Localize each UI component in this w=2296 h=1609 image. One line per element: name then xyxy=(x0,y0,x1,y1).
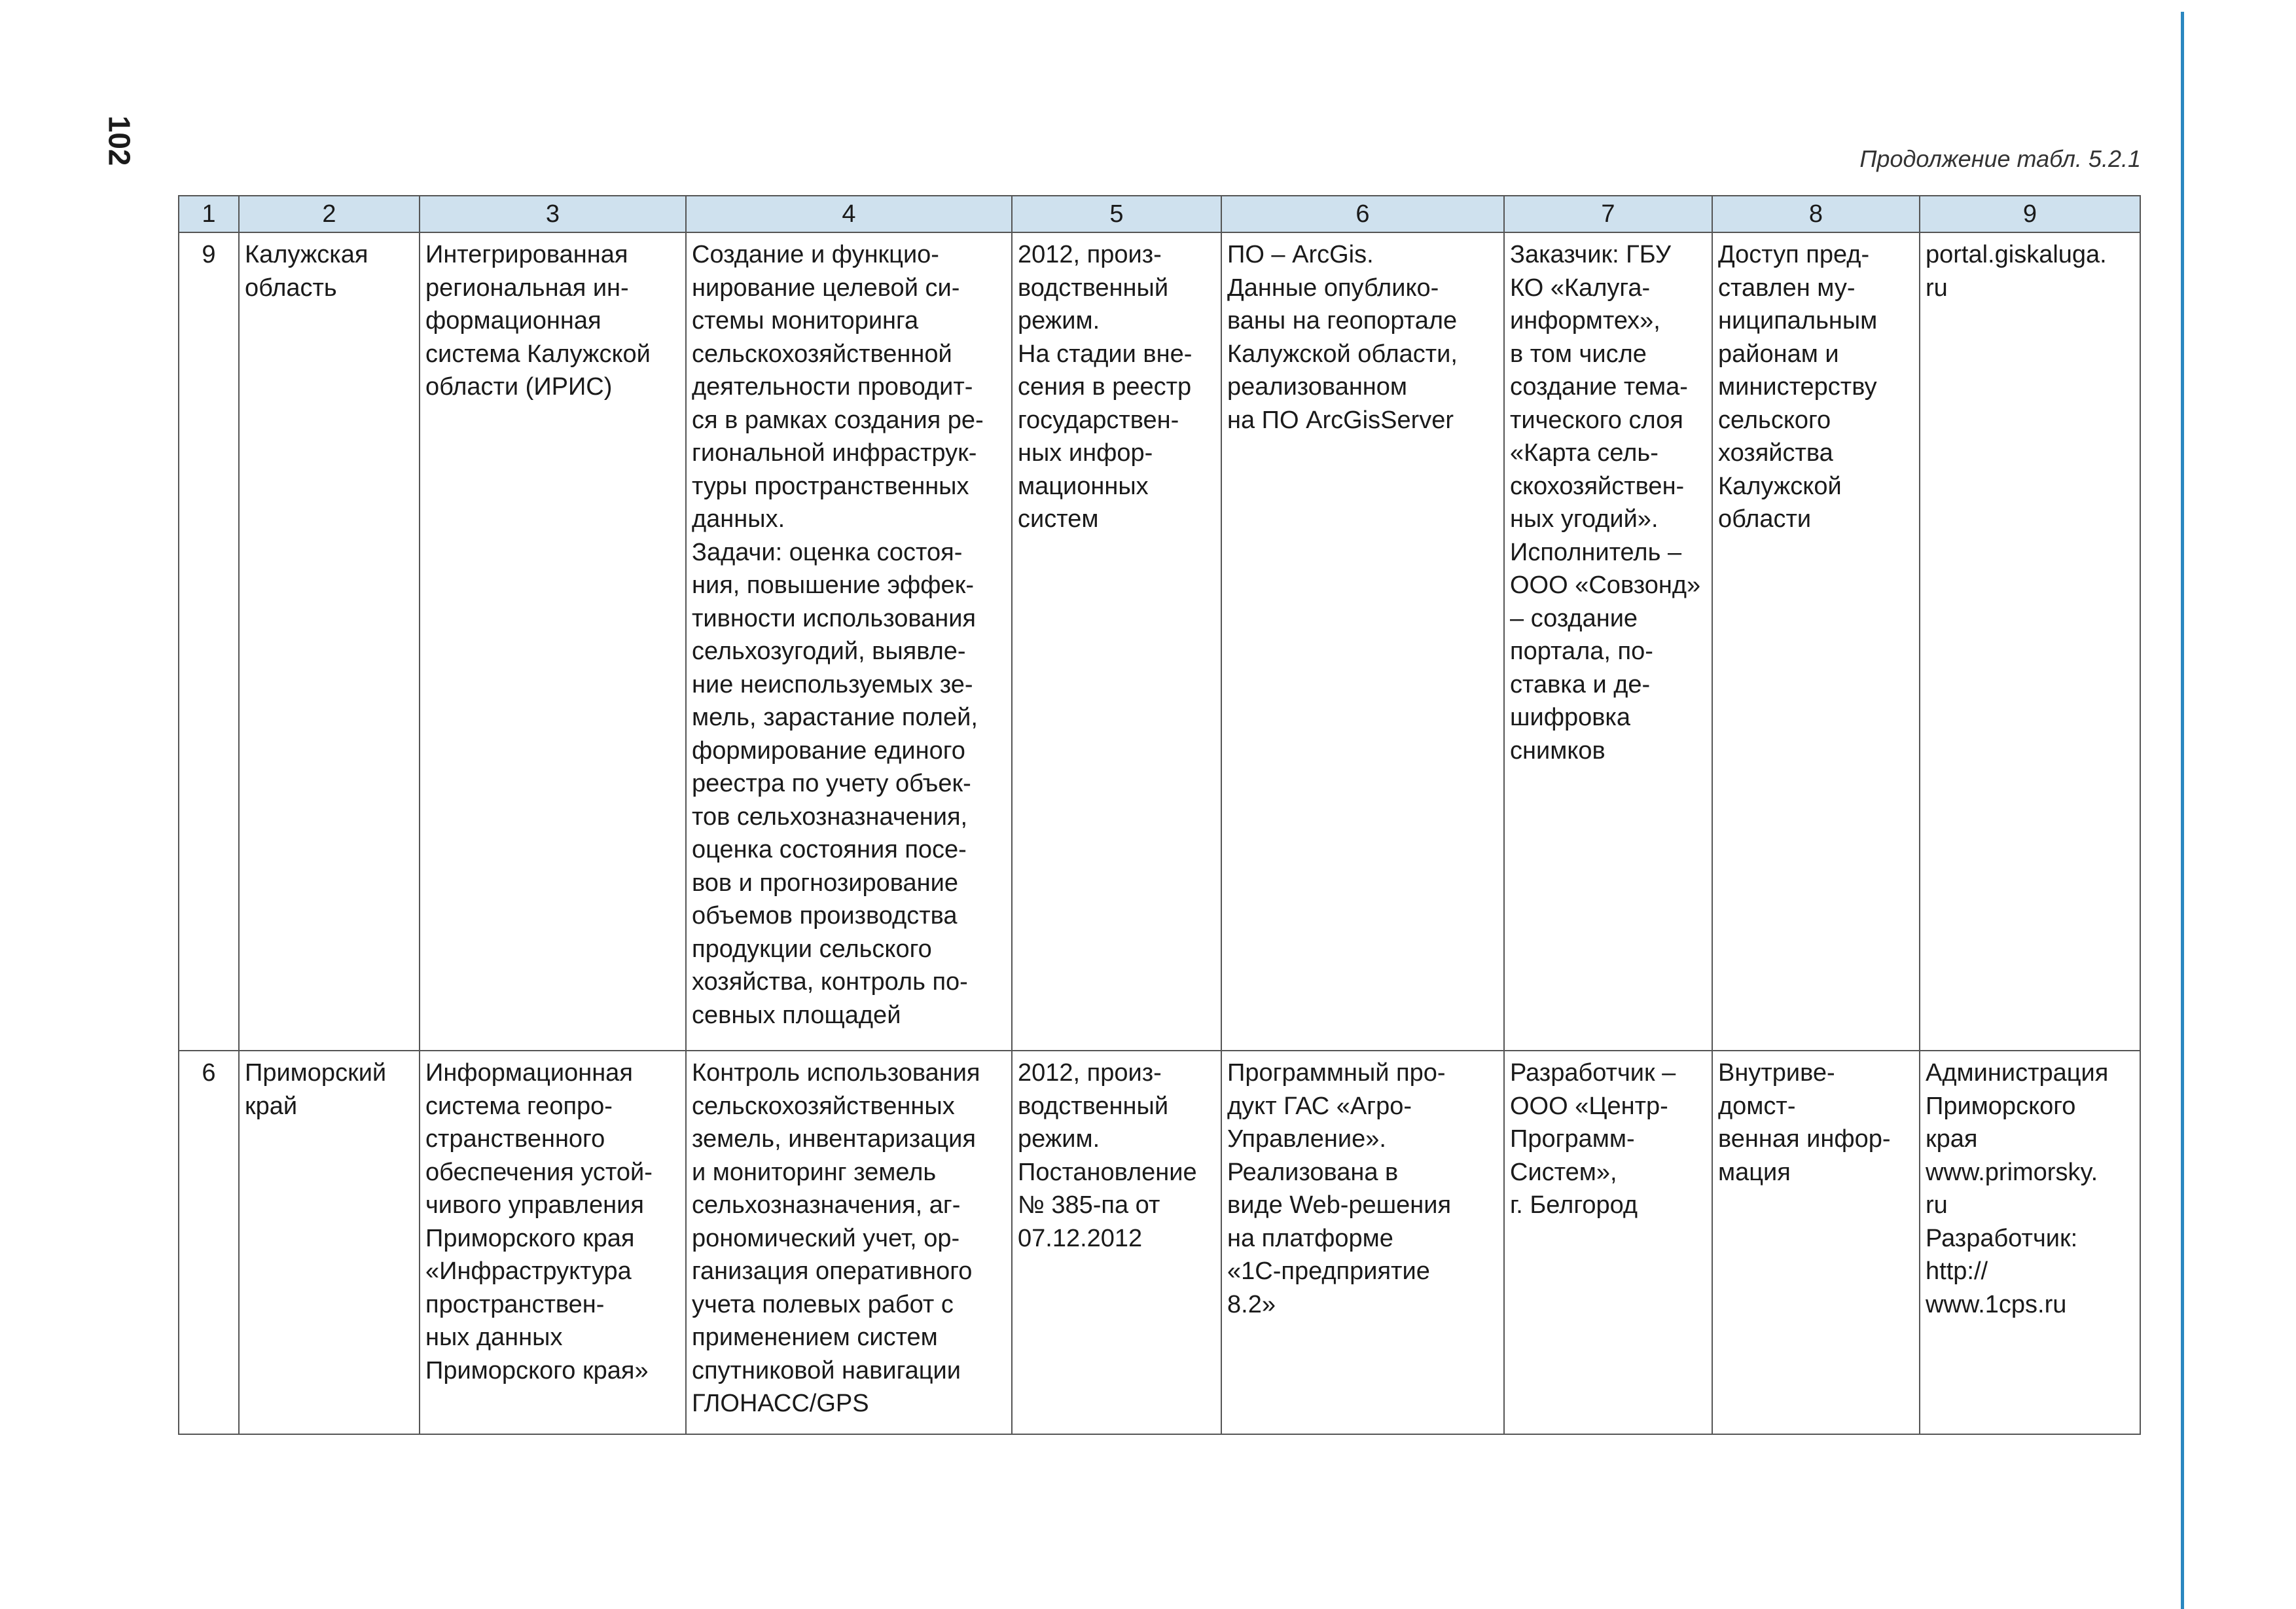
table-header-row xyxy=(179,196,2140,232)
software-cell: ПО – ArcGis. Данные опублико- ваны на геопортале Калужской области, реализованном на ПО ArcGisServer xyxy=(1221,232,1504,1051)
table-row xyxy=(179,1051,2140,1434)
software-cell: Программный про- дукт ГАС «Агро- Управление». Реализована в виде Web-решения на платформе «1С-предприятие 8.2» xyxy=(1221,1051,1504,1434)
table-continuation-label: Продолжение табл. 5.2.1 xyxy=(1859,145,2141,172)
header-cell-1: 1 xyxy=(179,196,239,232)
data-table xyxy=(178,195,2141,1435)
header-cell-7: 7 xyxy=(1504,196,1712,232)
page-edge-line xyxy=(2181,12,2184,1609)
status-cell: 2012, произ- водственный режим. Постановление № 385-па от 07.12.2012 xyxy=(1012,1051,1221,1434)
description-cell: Контроль использования сельскохозяйственных земель, инвентаризация и мониторинг земель сельхозназначения, аг- рономический учет, ор- ганизация оперативного учета полевых работ с применением систем спутниковой навигации ГЛОНАСС/GPS xyxy=(686,1051,1012,1434)
header-cell-4: 4 xyxy=(686,196,1012,232)
link-cell: Администрация Приморского края www.primorsky. ru Разработчик: http:// www.1cps.ru xyxy=(1920,1051,2140,1434)
row-number: 9 xyxy=(179,232,239,1051)
description-cell: Создание и функцио- нирование целевой си- стемы мониторинга сельскохозяйственной деятельности проводит- ся в рамках создания ре- гиональной инфраструк- туры пространственных данных. Задачи: оценка состоя- ния, повышение эффек- тивности использования сельхозугодий, выявле- ние неиспользуемых зе- мель, зарастание полей, формирование единого реестра по учету объек- тов сельхозназначения, оценка состояния посе- вов и прогнозирование объемов производства продукции сельского хозяйства, контроль по- севных площадей xyxy=(686,232,1012,1051)
region-cell: Калужская область xyxy=(239,232,420,1051)
header-cell-2: 2 xyxy=(239,196,420,232)
header-cell-3: 3 xyxy=(420,196,686,232)
region-cell: Приморский край xyxy=(239,1051,420,1434)
developer-cell: Разработчик – ООО «Центр- Программ- Систем», г. Белгород xyxy=(1504,1051,1712,1434)
access-cell: Доступ пред- ставлен му- ниципальным районам и министерству сельского хозяйства Калужской области xyxy=(1712,232,1920,1051)
link-cell: portal.giskaluga. ru xyxy=(1920,232,2140,1051)
table-row xyxy=(179,232,2140,1051)
developer-cell: Заказчик: ГБУ КО «Калуга- информтех», в том числе создание тема- тического слоя «Карта сель- скохозяйствен- ных угодий». Исполнитель – ООО «Совзонд» – создание портала, по- ставка и де- шифровка снимков xyxy=(1504,232,1712,1051)
system-name-cell: Информационная система геопро- странственного обеспечения устой- чивого управления Приморского края «Инфраструктура пространствен- ных данных Приморского края» xyxy=(420,1051,686,1434)
header-cell-8: 8 xyxy=(1712,196,1920,232)
access-cell: Внутриве- домст- венная инфор- мация xyxy=(1712,1051,1920,1434)
row-number: 6 xyxy=(179,1051,239,1434)
header-cell-9: 9 xyxy=(1920,196,2140,232)
header-cell-5: 5 xyxy=(1012,196,1221,232)
system-name-cell: Интегрированная региональная ин- формационная система Калужской области (ИРИС) xyxy=(420,232,686,1051)
status-cell: 2012, произ- водственный режим. На стадии вне- сения в реестр государствен- ных инфор- мационных систем xyxy=(1012,232,1221,1051)
header-cell-6: 6 xyxy=(1221,196,1504,232)
page-number: 102 xyxy=(102,115,136,166)
